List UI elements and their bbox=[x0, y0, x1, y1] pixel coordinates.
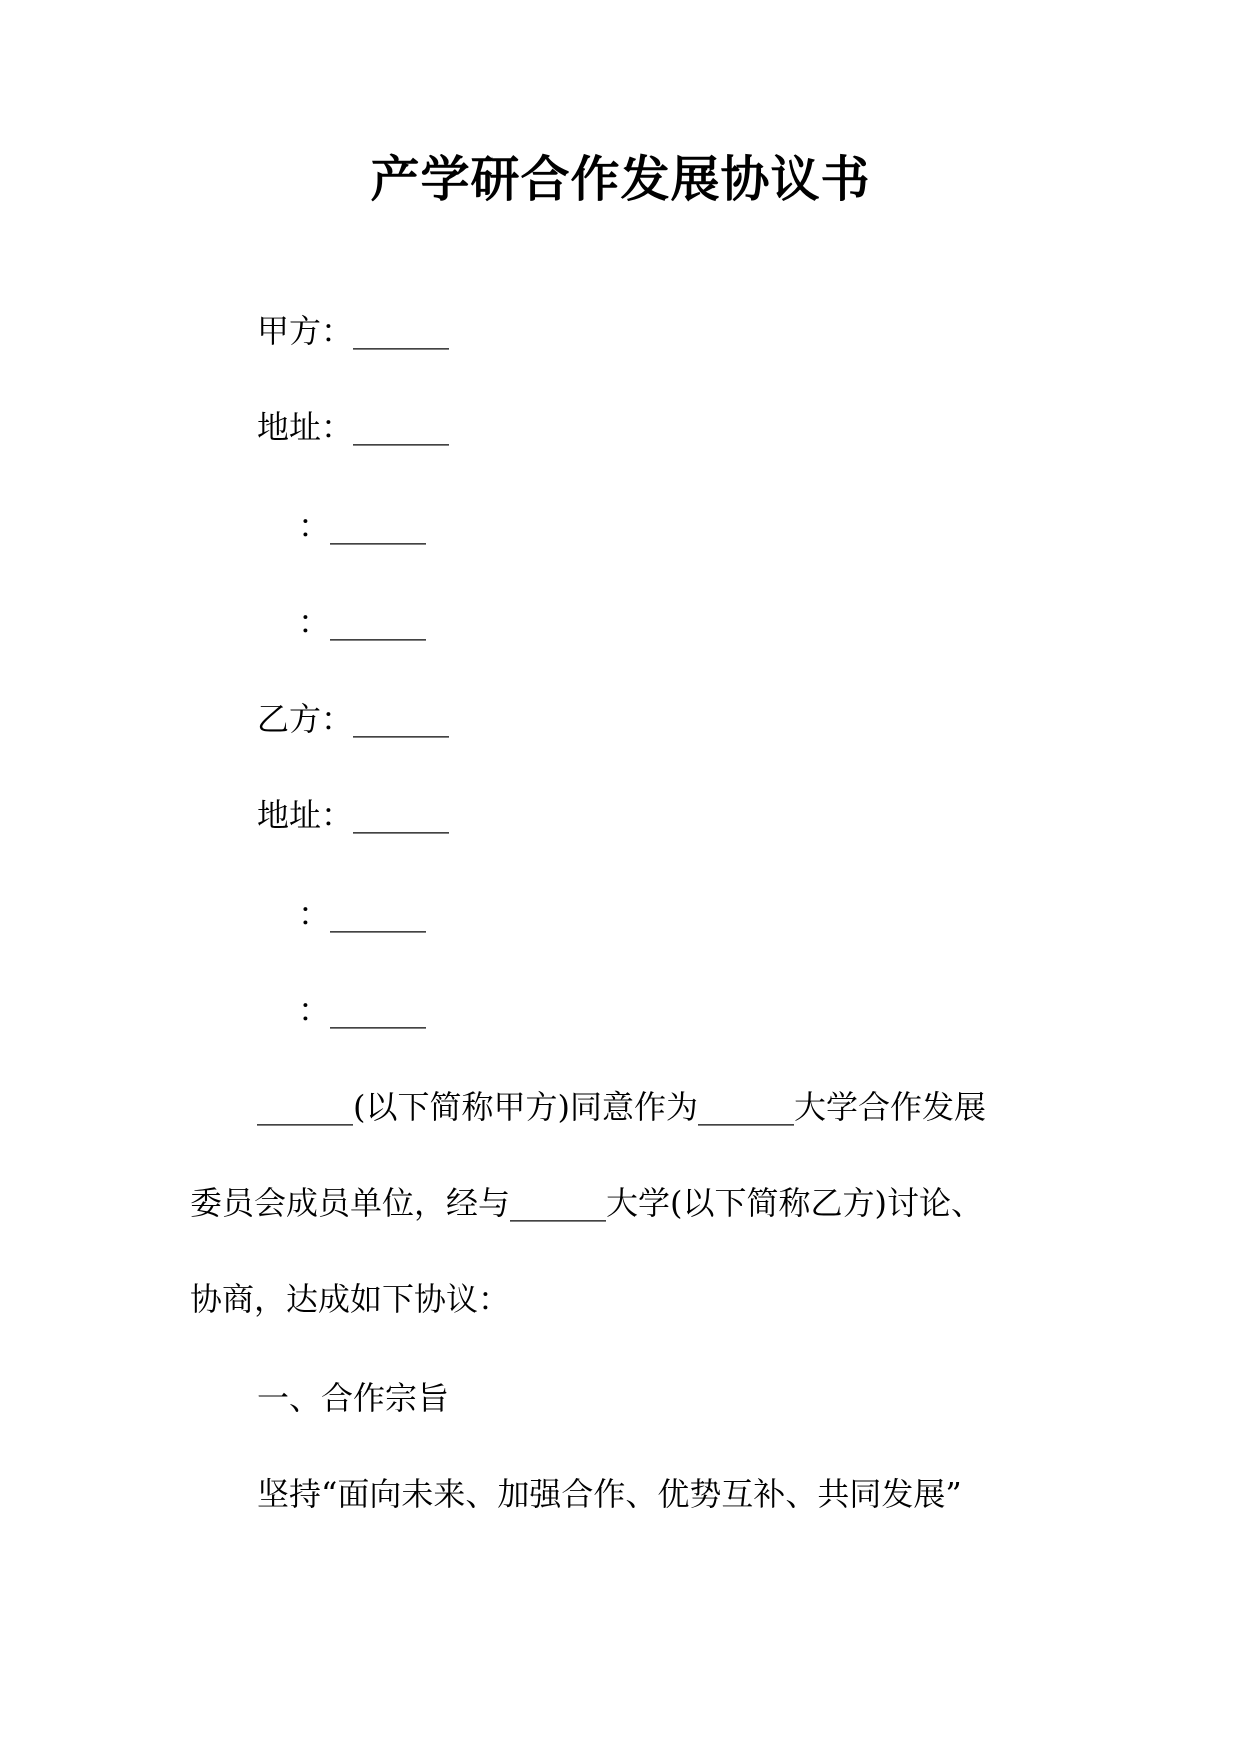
document-title: 产学研合作发展协议书 bbox=[370, 150, 871, 208]
party-a-field-1-line: ：______ bbox=[298, 507, 427, 545]
section-1-heading: 一、合作宗旨 bbox=[257, 1379, 450, 1417]
intro-paragraph-line-1: ______(以下简称甲方)同意作为______大学合作发展 bbox=[257, 1088, 986, 1126]
intro-paragraph-line-3: 协商，达成如下协议： bbox=[190, 1280, 511, 1318]
party-a-address-line: 地址：______ bbox=[257, 408, 450, 446]
party-b-name-line: 乙方：______ bbox=[257, 700, 450, 738]
party-b-address-line: 地址：______ bbox=[257, 796, 450, 834]
party-b-field-2-line: ：______ bbox=[298, 991, 427, 1029]
party-a-field-2-line: ：______ bbox=[298, 603, 427, 641]
party-a-name-line: 甲方：______ bbox=[257, 312, 450, 350]
intro-paragraph-line-2: 委员会成员单位，经与______大学(以下简称乙方)讨论、 bbox=[190, 1184, 983, 1222]
section-1-text-line: 坚持“面向未来、加强合作、优势互补、共同发展” bbox=[257, 1475, 962, 1513]
party-b-field-1-line: ：______ bbox=[298, 895, 427, 933]
